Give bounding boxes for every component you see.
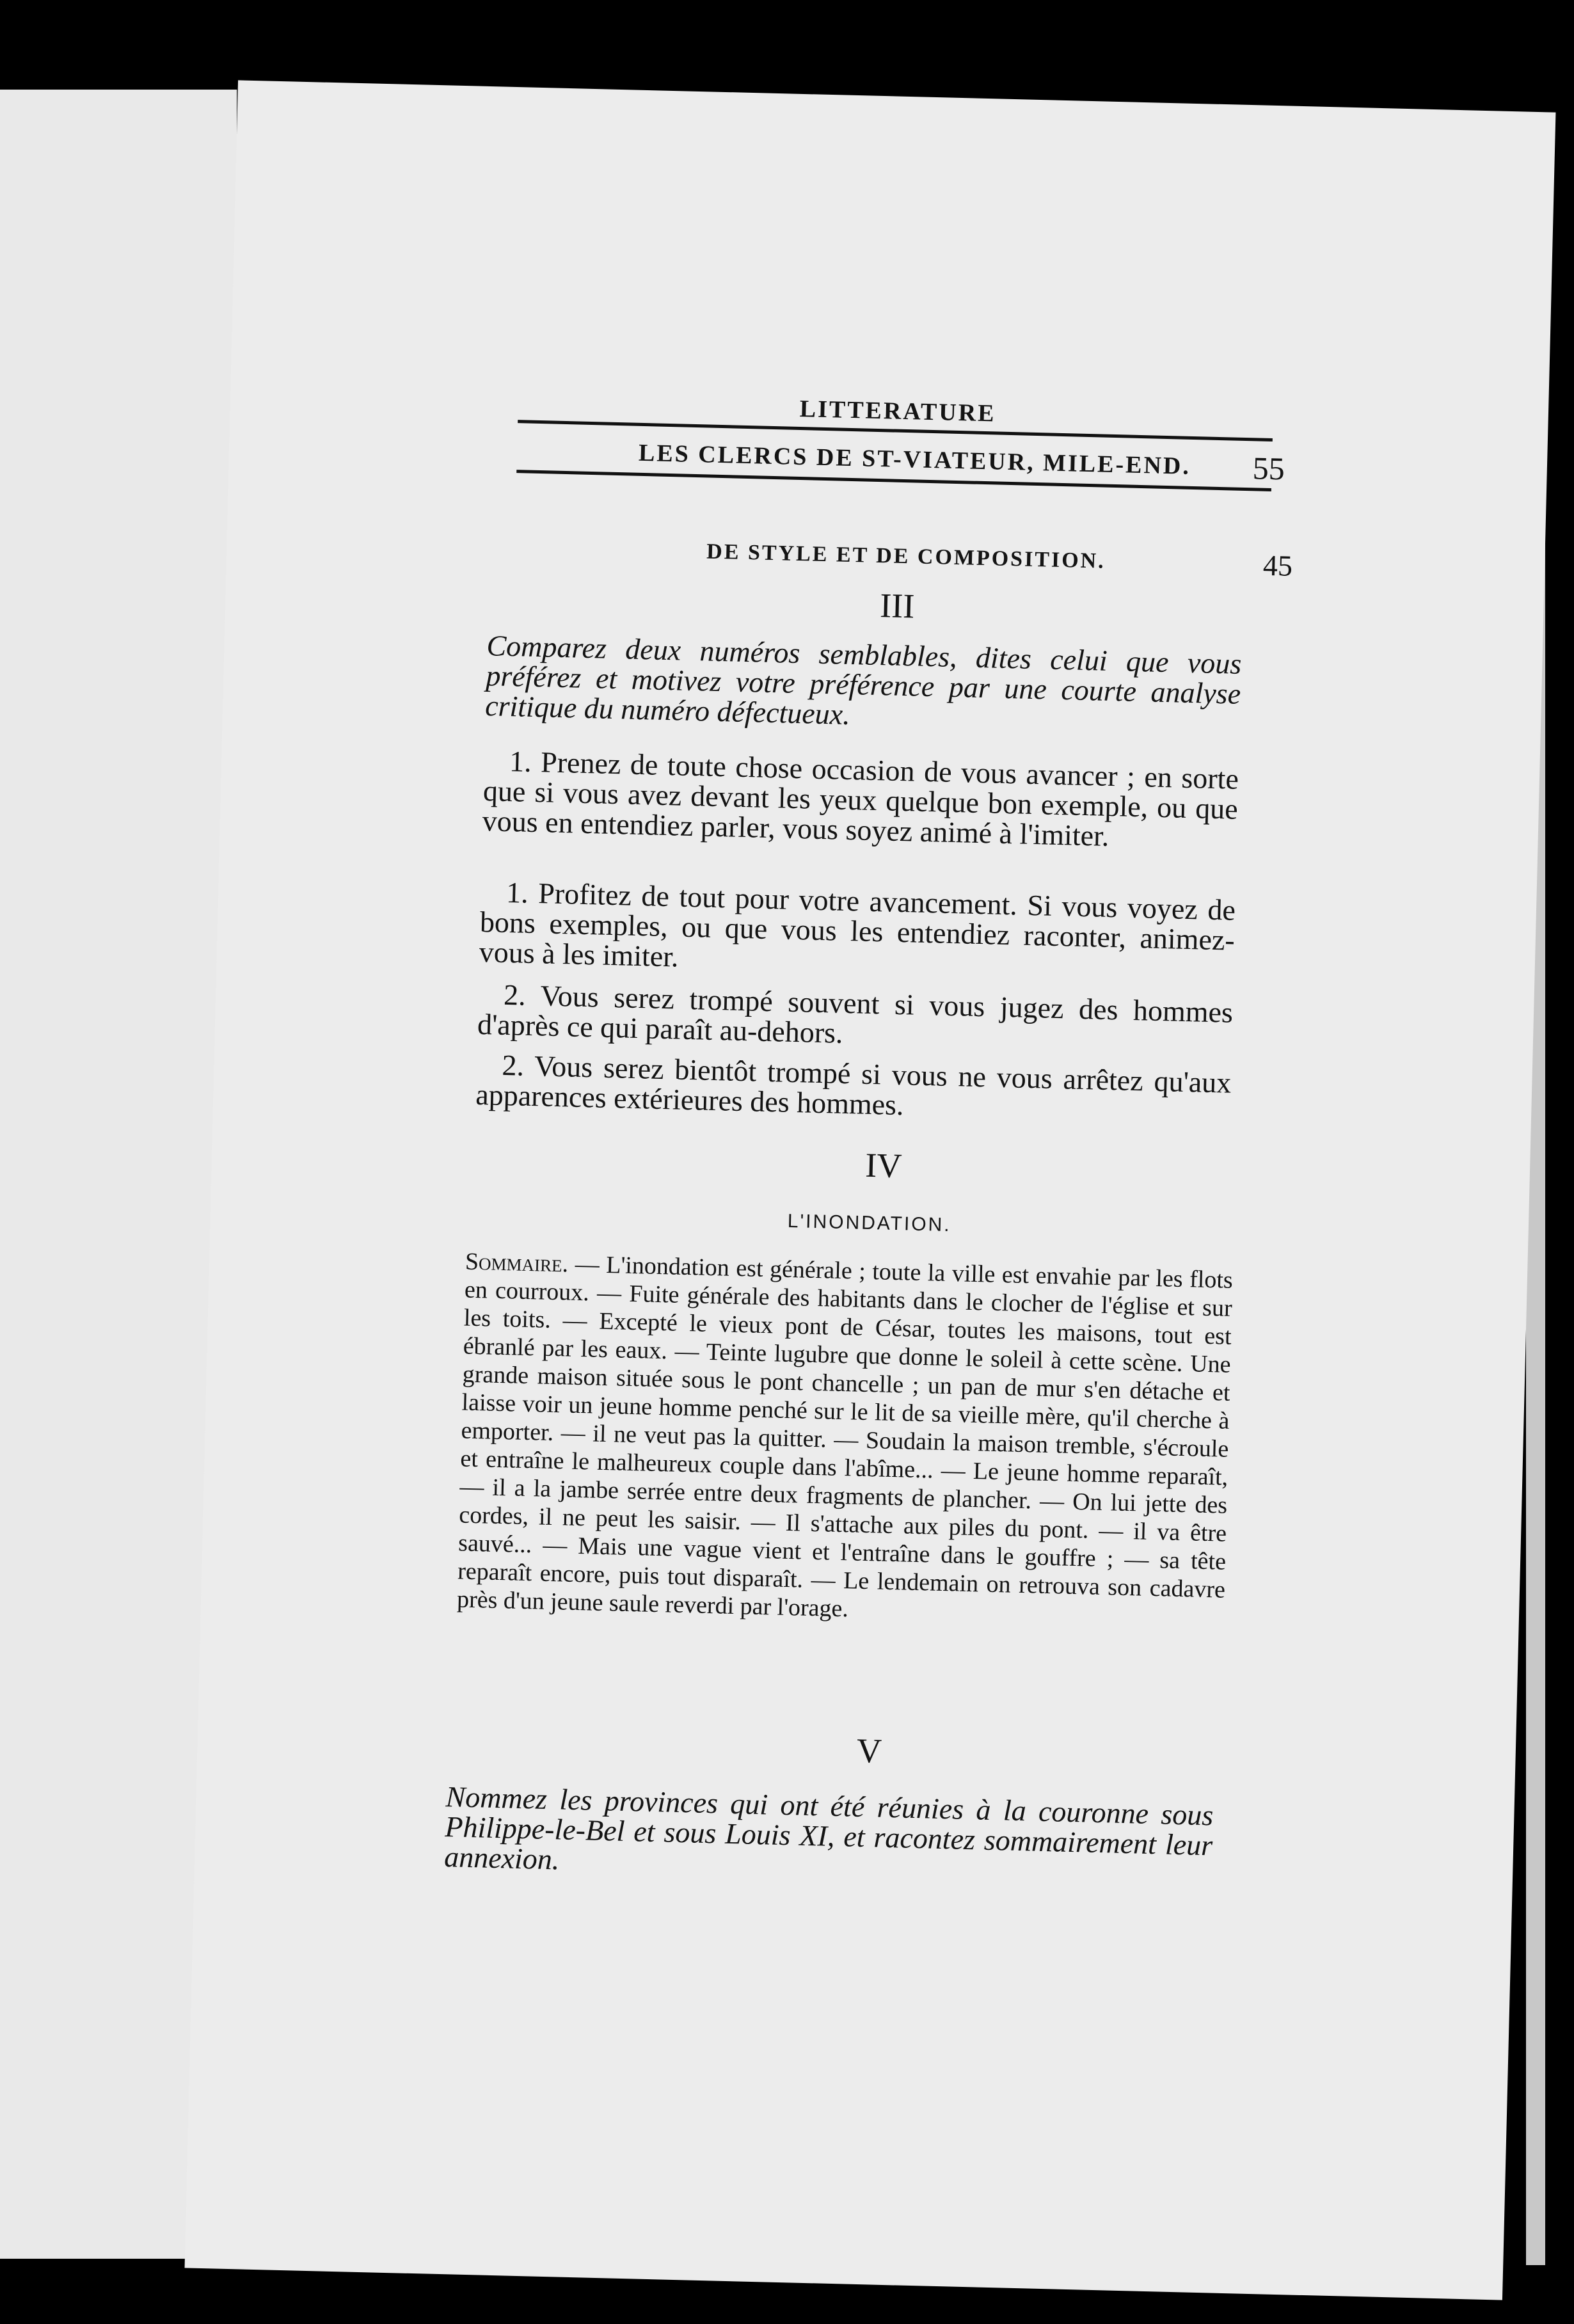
section-iv-title: L'INONDATION. — [787, 1210, 952, 1236]
running-title: DE STYLE ET DE COMPOSITION. — [706, 539, 1106, 573]
section-iii-prompt: Comparez deux numéros semblables, dites celui que vous préférez et motivez votre préférence par une courte analyse critique du numéro défectueux. — [484, 629, 1242, 731]
publisher-line: LES CLERCS DE ST-VIATEUR, MILE-END. — [638, 439, 1191, 480]
paragraph-item: 1. Profitez de tout pour votre avancement. Si vous voyez de bons exemples, ou que vous les entendiez raconter, animez-vous à les imiter. — [479, 875, 1236, 973]
section-v-prompt: Nommez les provinces qui ont été réunies à la couronne sous Philippe-le-Bel et sous Louis XI, et racontez sommairement leur annexion. — [443, 1780, 1214, 1876]
section-numeral-iii: III — [879, 586, 916, 626]
section-numeral-v: V — [856, 1731, 882, 1771]
section-iv-summary — [457, 1248, 1234, 1632]
paragraph-item: 1. Prenez de toute chose occasion de vous avancer ; en sorte que si vous avez devant les yeux quelque bon exemple, ou que vous en entendiez parler, vous soyez animé à l'imiter. — [482, 745, 1239, 852]
section-header: LITTERATURE — [799, 395, 997, 427]
summary-text: — L'inondation est générale ; toute la ville est envahie par les flots en courroux. — Fuite générale des habitants dans le clocher de l'église et sur les toits. — Excepté le vieux pont de César, toutes les maisons, tout est ébranlé par les eaux. — Teinte lugubre que donne le soleil à cette scène. Une grande maison située sous le pont chancelle ; un pan de mur s'en détache et laisse voir un jeune homme penché sur le lit de sa vieille mère, qu'il cherche à emporter. — il ne veut pas la quitter. — Soudain la maison tremble, s'écroule et entraîne le malheureux couple dans l'abîme... — Le jeune homme reparaît, — il a la jambe serrée entre deux fragments de plancher. — On lui jette des cordes, il ne peut les saisir. — Il s'attache aux piles du pont. — il va être sauvé... — Mais une vague vient et l'entraîne dans le gouffre ; — sa tête reparaît encore, puis tout disparaît. — Le lendemain on retrouva son cadavre près d'un jeune saule reverdi par l'orage. — [456, 1250, 1234, 1623]
page-number-inner: 45 — [1262, 548, 1293, 582]
section-numeral-iv: IV — [864, 1145, 903, 1186]
summary-label: Sommaire. — [465, 1248, 569, 1278]
paragraph-item: 2. Vous serez trompé souvent si vous jugez des hommes d'après ce qui paraît au-dehors. — [477, 978, 1234, 1049]
paragraph-item: 2. Vous serez bientôt trompé si vous ne vous arrêtez qu'aux apparences extérieures des hommes. — [475, 1048, 1232, 1122]
page-number-outer: 55 — [1252, 450, 1285, 487]
book-page — [185, 80, 1556, 2300]
